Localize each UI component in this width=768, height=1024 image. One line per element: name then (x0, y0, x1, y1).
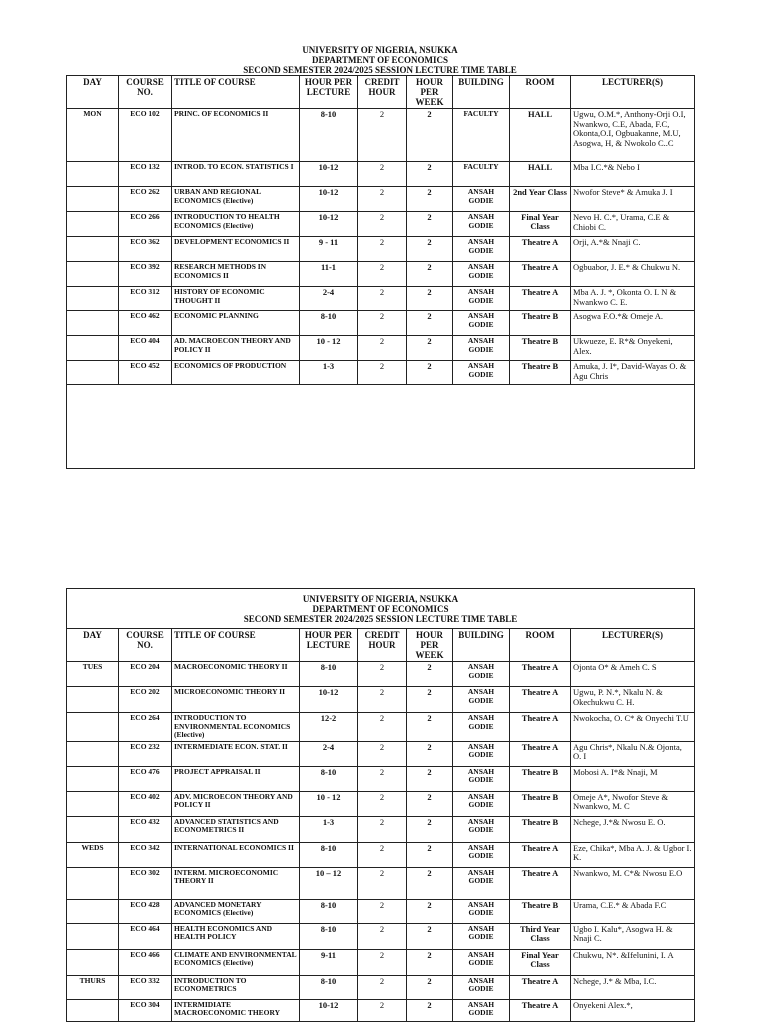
hour-per-lecture: 8-10 (300, 899, 358, 923)
hour-per-week: 2 (407, 311, 453, 336)
day-cell (67, 867, 119, 899)
course-code: ECO 204 (119, 662, 172, 687)
hour-per-week: 2 (407, 109, 453, 162)
course-code: ECO 466 (119, 949, 172, 975)
day-cell (67, 336, 119, 361)
lecturers: Nevo H. C.*, Urama, C.E & Chiobi C. (571, 212, 695, 237)
col-room: ROOM (510, 629, 571, 662)
hour-per-lecture: 10 - 12 (300, 336, 358, 361)
credit-hour: 2 (358, 766, 407, 791)
table-row (67, 741, 695, 766)
table-row (67, 791, 695, 816)
course-title: ADVANCED MONETARY ECONOMICS (Elective) (172, 899, 300, 923)
lecturers: Nwokocha, O. C* & Onyechi T.U (571, 713, 695, 742)
table-row (67, 899, 695, 923)
course-title: INTERMEDIATE ECON. STAT. II (172, 741, 300, 766)
department-name: DEPARTMENT OF ECONOMICS (311, 55, 449, 65)
hour-per-lecture: 8-10 (300, 923, 358, 949)
hour-per-lecture: 10-12 (300, 187, 358, 212)
lecturers: Nwankwo, M. C*& Nwosu E.O (571, 867, 695, 899)
hour-per-lecture: 8-10 (300, 109, 358, 162)
hour-per-week: 2 (407, 361, 453, 385)
room: Theatre A (510, 842, 571, 867)
room: Theatre A (510, 713, 571, 742)
page-header-1 (66, 45, 694, 75)
hour-per-lecture: 9 - 11 (300, 237, 358, 262)
table-row (67, 187, 695, 212)
table-row (67, 262, 695, 287)
room: Theatre A (510, 662, 571, 687)
hour-per-week: 2 (407, 899, 453, 923)
column-header-row (67, 629, 695, 662)
page-header-2 (67, 589, 695, 629)
hour-per-lecture: 12-2 (300, 713, 358, 742)
room: Theatre A (510, 687, 571, 713)
building: ANSAH GODIE (453, 816, 510, 842)
hour-per-lecture: 8-10 (300, 311, 358, 336)
credit-hour: 2 (358, 662, 407, 687)
hour-per-lecture: 1-3 (300, 361, 358, 385)
building: ANSAH GODIE (453, 741, 510, 766)
col-day: DAY (67, 76, 119, 109)
hour-per-lecture: 10-12 (300, 212, 358, 237)
hour-per-lecture: 8-10 (300, 662, 358, 687)
room: Theatre A (510, 237, 571, 262)
credit-hour: 2 (358, 212, 407, 237)
building: ANSAH GODIE (453, 662, 510, 687)
room: Theatre B (510, 311, 571, 336)
day-cell (67, 899, 119, 923)
course-code: ECO 312 (119, 287, 172, 311)
lecturers: Mba A. J. *, Okonta O. I. N & Nwankwo C. E. (571, 287, 695, 311)
building: ANSAH GODIE (453, 287, 510, 311)
hour-per-week: 2 (407, 975, 453, 999)
col-hour-per-lecture: HOUR PER LECTURE (300, 629, 358, 662)
hour-per-week: 2 (407, 791, 453, 816)
course-code: ECO 362 (119, 237, 172, 262)
room: Theatre A (510, 741, 571, 766)
col-course-no: COURSE NO. (119, 76, 172, 109)
course-code: ECO 428 (119, 899, 172, 923)
lecturers: Eze, Chika*, Mba A. J. & Ugbor I. K. (571, 842, 695, 867)
col-lecturers: LECTURER(S) (571, 76, 695, 109)
lecturers: Asogwa F.O.*& Omeje A. (571, 311, 695, 336)
hour-per-week: 2 (407, 187, 453, 212)
hour-per-lecture: 10-12 (300, 162, 358, 187)
building: ANSAH GODIE (453, 766, 510, 791)
table-row (67, 816, 695, 842)
room: Theatre B (510, 816, 571, 842)
credit-hour: 2 (358, 867, 407, 899)
table-row (67, 162, 695, 187)
credit-hour: 2 (358, 899, 407, 923)
col-room: ROOM (510, 76, 571, 109)
day-cell (67, 816, 119, 842)
day-cell: TUES (67, 662, 119, 687)
col-title: TITLE OF COURSE (172, 629, 300, 662)
course-code: ECO 392 (119, 262, 172, 287)
table-row (67, 949, 695, 975)
course-code: ECO 462 (119, 311, 172, 336)
course-title: URBAN AND REGIONAL ECONOMICS (Elective) (172, 187, 300, 212)
building: ANSAH GODIE (453, 923, 510, 949)
day-cell: MON (67, 109, 119, 162)
table-row (67, 212, 695, 237)
room: Theatre A (510, 287, 571, 311)
credit-hour: 2 (358, 923, 407, 949)
building: ANSAH GODIE (453, 975, 510, 999)
building: ANSAH GODIE (453, 187, 510, 212)
room: HALL (510, 162, 571, 187)
table-row (67, 361, 695, 385)
room: Theatre A (510, 867, 571, 899)
lecturers: Onyekeni Alex.*, (571, 999, 695, 1021)
room: Theatre B (510, 899, 571, 923)
hour-per-lecture: 8-10 (300, 766, 358, 791)
hour-per-week: 2 (407, 842, 453, 867)
column-header-row (67, 76, 695, 109)
session-title: SECOND SEMESTER 2024/2025 SESSION LECTURE TIME TABLE (243, 65, 517, 75)
building: ANSAH GODIE (453, 262, 510, 287)
building: FACULTY (453, 109, 510, 162)
building: ANSAH GODIE (453, 687, 510, 713)
lecturers: Amuka, J. I*, David-Wayas O. & Agu Chris (571, 361, 695, 385)
university-name: UNIVERSITY OF NIGERIA, NSUKKA (302, 594, 459, 604)
credit-hour: 2 (358, 237, 407, 262)
hour-per-lecture: 11-1 (300, 262, 358, 287)
course-title: AD. MACROECON THEORY AND POLICY II (172, 336, 300, 361)
timetable-1 (66, 75, 695, 469)
session-title: SECOND SEMESTER 2024/2025 SESSION LECTURE TIME TABLE (243, 614, 518, 624)
course-title: INTERM. MICROECONOMIC THEORY II (172, 867, 300, 899)
course-title: MACROECONOMIC THEORY II (172, 662, 300, 687)
building: ANSAH GODIE (453, 237, 510, 262)
credit-hour: 2 (358, 842, 407, 867)
day-cell: THURS (67, 975, 119, 999)
credit-hour: 2 (358, 262, 407, 287)
lecturers: Agu Chris*, Nkalu N.& Ojonta, O. I (571, 741, 695, 766)
credit-hour: 2 (358, 791, 407, 816)
course-code: ECO 262 (119, 187, 172, 212)
col-credit-hour: CREDIT HOUR (358, 76, 407, 109)
lecturers: Omeje A*, Nwofor Steve & Nwankwo, M. C (571, 791, 695, 816)
table-row (67, 237, 695, 262)
hour-per-lecture: 10-12 (300, 687, 358, 713)
table-row (67, 842, 695, 867)
hour-per-week: 2 (407, 816, 453, 842)
table-row (67, 287, 695, 311)
lecturers: Urama, C.E.* & Abada F.C (571, 899, 695, 923)
hour-per-week: 2 (407, 262, 453, 287)
hour-per-lecture: 1-3 (300, 816, 358, 842)
hour-per-week: 2 (407, 949, 453, 975)
course-code: ECO 264 (119, 713, 172, 742)
hour-per-week: 2 (407, 867, 453, 899)
room: HALL (510, 109, 571, 162)
department-name: DEPARTMENT OF ECONOMICS (312, 604, 449, 614)
hour-per-week: 2 (407, 923, 453, 949)
hour-per-lecture: 10 – 12 (300, 867, 358, 899)
day-cell (67, 237, 119, 262)
building: ANSAH GODIE (453, 899, 510, 923)
col-credit-hour: CREDIT HOUR (358, 629, 407, 662)
lecturers: Ojonta O* & Ameh C. S (571, 662, 695, 687)
table-row (67, 662, 695, 687)
day-cell (67, 187, 119, 212)
room: Theatre A (510, 975, 571, 999)
day-cell (67, 999, 119, 1021)
hour-per-week: 2 (407, 237, 453, 262)
day-cell (67, 949, 119, 975)
room: Theatre A (510, 262, 571, 287)
hour-per-lecture: 2-4 (300, 287, 358, 311)
table-row (67, 687, 695, 713)
course-code: ECO 304 (119, 999, 172, 1021)
university-name: UNIVERSITY OF NIGERIA, NSUKKA (302, 45, 458, 55)
hour-per-lecture: 9-11 (300, 949, 358, 975)
course-title: DEVELOPMENT ECONOMICS II (172, 237, 300, 262)
room: Final Year Class (510, 212, 571, 237)
course-title: INTRODUCTION TO ECONOMETRICS (172, 975, 300, 999)
course-title: ADVANCED STATISTICS AND ECONOMETRICS II (172, 816, 300, 842)
course-title: ECONOMIC PLANNING (172, 311, 300, 336)
course-code: ECO 432 (119, 816, 172, 842)
credit-hour: 2 (358, 949, 407, 975)
credit-hour: 2 (358, 975, 407, 999)
hour-per-lecture: 8-10 (300, 975, 358, 999)
credit-hour: 2 (358, 336, 407, 361)
course-title: INTERMIDIATE MACROECONOMIC THEORY (172, 999, 300, 1021)
course-code: ECO 402 (119, 791, 172, 816)
course-code: ECO 232 (119, 741, 172, 766)
blank-cell (67, 385, 695, 469)
course-title: HEALTH ECONOMICS AND HEALTH POLICY (172, 923, 300, 949)
credit-hour: 2 (358, 311, 407, 336)
hour-per-week: 2 (407, 212, 453, 237)
course-title: RESEARCH METHODS IN ECONOMICS II (172, 262, 300, 287)
hour-per-lecture: 10-12 (300, 999, 358, 1021)
course-code: ECO 332 (119, 975, 172, 999)
building: ANSAH GODIE (453, 842, 510, 867)
building: FACULTY (453, 162, 510, 187)
day-cell (67, 766, 119, 791)
lecturers: Ukwueze, E. R*& Onyekeni, Alex. (571, 336, 695, 361)
table-row (67, 975, 695, 999)
course-title: HISTORY OF ECONOMIC THOUGHT II (172, 287, 300, 311)
building: ANSAH GODIE (453, 212, 510, 237)
table-row (67, 923, 695, 949)
course-code: ECO 452 (119, 361, 172, 385)
credit-hour: 2 (358, 361, 407, 385)
lecturers: Chukwu, N*. &Ifelunini, I. A (571, 949, 695, 975)
lecturers: Nchege, J.* & Mba, I.C. (571, 975, 695, 999)
room: Final Year Class (510, 949, 571, 975)
lecturers: Nwofor Steve* & Amuka J. I (571, 187, 695, 212)
hour-per-lecture: 10 - 12 (300, 791, 358, 816)
course-title: MICROECONOMIC THEORY II (172, 687, 300, 713)
hour-per-week: 2 (407, 662, 453, 687)
blank-row (67, 385, 695, 469)
hour-per-week: 2 (407, 336, 453, 361)
lecturers: Orji, A.*& Nnaji C. (571, 237, 695, 262)
building: ANSAH GODIE (453, 713, 510, 742)
course-title: INTROD. TO ECON. STATISTICS I (172, 162, 300, 187)
table-row (67, 311, 695, 336)
hour-per-week: 2 (407, 713, 453, 742)
day-cell: WEDS (67, 842, 119, 867)
day-cell (67, 287, 119, 311)
day-cell (67, 162, 119, 187)
course-code: ECO 342 (119, 842, 172, 867)
course-title: INTRODUCTION TO HEALTH ECONOMICS (Elective) (172, 212, 300, 237)
course-title: INTRODUCTION TO ENVIRONMENTAL ECONOMICS (Elective) (172, 713, 300, 742)
room: Theatre B (510, 791, 571, 816)
table-row (67, 109, 695, 162)
day-cell (67, 311, 119, 336)
day-cell (67, 713, 119, 742)
course-title: PRINC. OF ECONOMICS II (172, 109, 300, 162)
hour-per-lecture: 2-4 (300, 741, 358, 766)
hour-per-week: 2 (407, 999, 453, 1021)
table-row (67, 766, 695, 791)
lecturers: Ugbo I. Kalu*, Asogwa H. & Nnaji C. (571, 923, 695, 949)
col-course-no: COURSE NO. (119, 629, 172, 662)
course-code: ECO 132 (119, 162, 172, 187)
building: ANSAH GODIE (453, 336, 510, 361)
col-hour-per-lecture: HOUR PER LECTURE (300, 76, 358, 109)
hour-per-week: 2 (407, 287, 453, 311)
lecturers: Ugwu, O.M.*, Anthony-Orji O.I, Nwankwo, C.E, Abada, F.C, Okonta,O.I, Ogbuakanne, M.U, Asogwa, H, & Nwokolo C..C (571, 109, 695, 162)
table-row (67, 713, 695, 742)
course-code: ECO 266 (119, 212, 172, 237)
course-code: ECO 302 (119, 867, 172, 899)
room: Theatre B (510, 766, 571, 791)
room: Third Year Class (510, 923, 571, 949)
col-building: BUILDING (453, 76, 510, 109)
course-code: ECO 476 (119, 766, 172, 791)
day-cell (67, 791, 119, 816)
room: Theatre A (510, 999, 571, 1021)
room: 2nd Year Class (510, 187, 571, 212)
credit-hour: 2 (358, 816, 407, 842)
credit-hour: 2 (358, 741, 407, 766)
credit-hour: 2 (358, 287, 407, 311)
table-row (67, 867, 695, 899)
credit-hour: 2 (358, 687, 407, 713)
timetable-2 (66, 588, 695, 1022)
course-code: ECO 464 (119, 923, 172, 949)
course-title: ADV. MICROECON THEORY AND POLICY II (172, 791, 300, 816)
credit-hour: 2 (358, 162, 407, 187)
day-cell (67, 212, 119, 237)
table-row (67, 999, 695, 1021)
course-title: ECONOMICS OF PRODUCTION (172, 361, 300, 385)
credit-hour: 2 (358, 109, 407, 162)
course-title: CLIMATE AND ENVIRONMENTAL ECONOMICS (Elective) (172, 949, 300, 975)
hour-per-lecture: 8-10 (300, 842, 358, 867)
course-code: ECO 202 (119, 687, 172, 713)
day-cell (67, 741, 119, 766)
day-cell (67, 361, 119, 385)
building: ANSAH GODIE (453, 949, 510, 975)
lecturers: Mobosi A. I*& Nnaji, M (571, 766, 695, 791)
course-code: ECO 102 (119, 109, 172, 162)
col-lecturers: LECTURER(S) (571, 629, 695, 662)
col-hour-per-week: HOUR PER WEEK (407, 76, 453, 109)
day-cell (67, 262, 119, 287)
building: ANSAH GODIE (453, 999, 510, 1021)
day-cell (67, 687, 119, 713)
credit-hour: 2 (358, 187, 407, 212)
col-hour-per-week: HOUR PER WEEK (407, 629, 453, 662)
credit-hour: 2 (358, 999, 407, 1021)
col-day: DAY (67, 629, 119, 662)
room: Theatre B (510, 336, 571, 361)
hour-per-week: 2 (407, 162, 453, 187)
credit-hour: 2 (358, 713, 407, 742)
course-code: ECO 404 (119, 336, 172, 361)
building: ANSAH GODIE (453, 311, 510, 336)
lecturers: Ogbuabor, J. E.* & Chukwu N. (571, 262, 695, 287)
lecturers: Nchege, J.*& Nwosu E. O. (571, 816, 695, 842)
course-title: INTERNATIONAL ECONOMICS II (172, 842, 300, 867)
hour-per-week: 2 (407, 766, 453, 791)
building: ANSAH GODIE (453, 867, 510, 899)
day-cell (67, 923, 119, 949)
lecturers: Ugwu, P. N.*, Nkalu N. & Okechukwu C. H. (571, 687, 695, 713)
hour-per-week: 2 (407, 741, 453, 766)
col-title: TITLE OF COURSE (172, 76, 300, 109)
hour-per-week: 2 (407, 687, 453, 713)
course-title: PROJECT APPRAISAL II (172, 766, 300, 791)
building: ANSAH GODIE (453, 791, 510, 816)
lecturers: Mba I.C.*& Nebo I (571, 162, 695, 187)
table-row (67, 336, 695, 361)
col-building: BUILDING (453, 629, 510, 662)
room: Theatre B (510, 361, 571, 385)
building: ANSAH GODIE (453, 361, 510, 385)
